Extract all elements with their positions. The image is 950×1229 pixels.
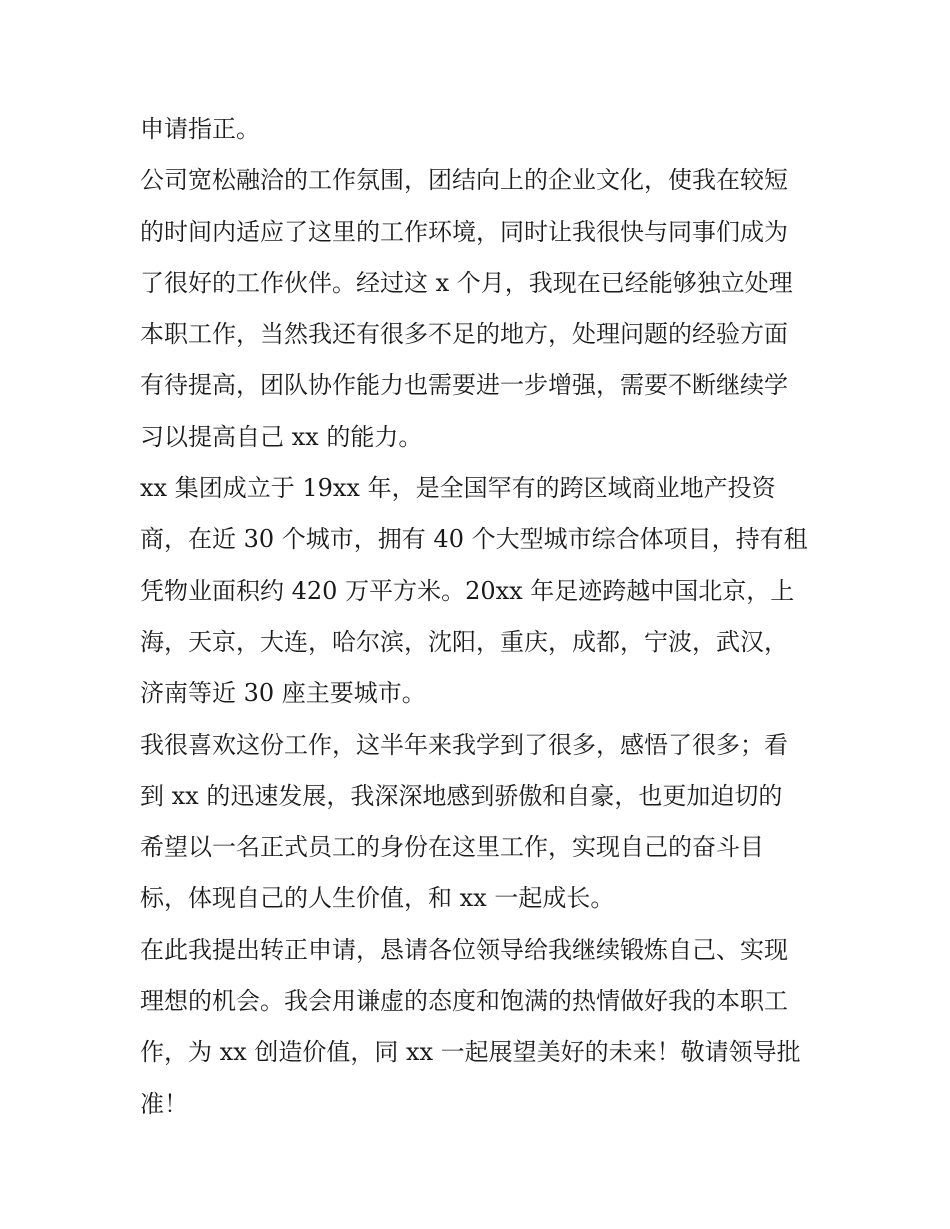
- text-line: 的时间内适应了这里的工作环境，同时让我很快与同事们成为: [140, 217, 788, 246]
- paragraph-1: [140, 104, 815, 155]
- text-line: 习以提高自己 xx 的能力。: [140, 422, 423, 451]
- text-line: 了很好的工作伙伴。经过这 x 个月，我现在已经能够独立处理: [140, 268, 793, 297]
- text-line: 准！: [140, 1089, 188, 1118]
- text-line: 理想的机会。我会用谦虚的态度和饱满的热情做好我的本职工: [140, 987, 788, 1016]
- paragraph-3: [140, 463, 815, 719]
- text-line: 作，为 xx 创造价值，同 xx 一起展望美好的未来！敬请领导批: [140, 1038, 801, 1067]
- paragraph-2: [140, 155, 815, 463]
- text-line: xx 集团成立于 19xx 年，是全国罕有的跨区域商业地产投资: [140, 474, 776, 503]
- document-body: [140, 104, 815, 1130]
- text-line: 在此我提出转正申请，恳请各位领导给我继续锻炼自己、实现: [140, 935, 788, 964]
- paragraph-5: [140, 925, 815, 1130]
- text-line: 本职工作，当然我还有很多不足的地方，处理问题的经验方面: [140, 320, 788, 349]
- text-line: 到 xx 的迅速发展，我深深地感到骄傲和自豪，也更加迫切的: [140, 781, 783, 810]
- text-line: 我很喜欢这份工作，这半年来我学到了很多，感悟了很多；看: [140, 730, 788, 759]
- paragraph-4: [140, 720, 815, 925]
- text-line: 凭物业面积约 420 万平方米。20xx 年足迹跨越中国北京，上: [140, 576, 795, 605]
- text-line: 标，体现自己的人生价值，和 xx 一起成长。: [140, 884, 615, 913]
- text-line: 海，天京，大连，哈尔滨，沈阳，重庆，成都，宁波，武汉，: [140, 627, 788, 656]
- text-line: 公司宽松融洽的工作氛围，团结向上的企业文化，使我在较短: [140, 166, 788, 195]
- text-line: 济南等近 30 座主要城市。: [140, 679, 426, 708]
- text-line: 申请指正。: [140, 115, 260, 143]
- text-line: 有待提高，团队协作能力也需要进一步增强，需要不断继续学: [140, 371, 788, 400]
- text-line: 商，在近 30 个城市，拥有 40 个大型城市综合体项目，持有租: [140, 525, 808, 554]
- text-line: 希望以一名正式员工的身份在这里工作，实现自己的奋斗目: [140, 833, 764, 862]
